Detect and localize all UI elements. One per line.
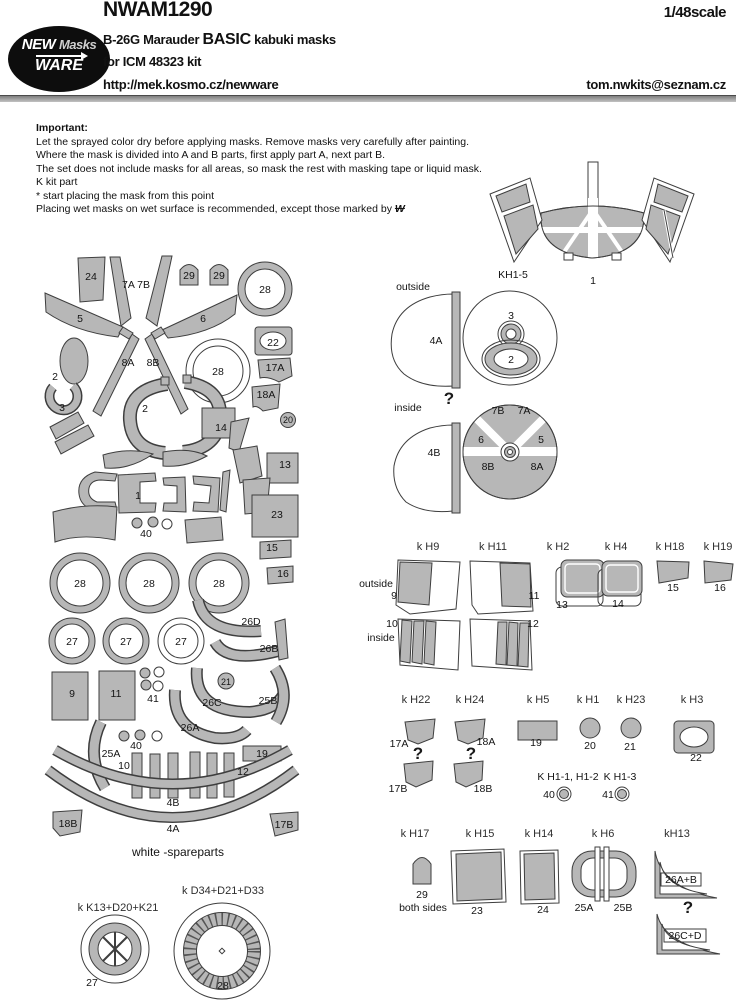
title-suffix: kabuki masks — [250, 32, 336, 47]
part-label: 5 — [538, 434, 544, 446]
newware-logo — [8, 26, 110, 92]
part-label: 13 — [279, 459, 291, 471]
part-label: 28 — [74, 578, 86, 590]
canopy-caption: KH1-5 — [498, 269, 528, 281]
kit-part-header: k H4 — [604, 541, 628, 553]
part-label: 26C+D — [668, 930, 702, 942]
part-label: 29 — [213, 270, 225, 282]
wet-question-mark: ? — [465, 744, 477, 763]
part-label: 20 — [584, 740, 596, 752]
kit-part-header: k H18 — [655, 541, 685, 553]
row1-shapes — [396, 560, 733, 670]
part-label: 25A — [101, 748, 121, 760]
part-label: 26B — [259, 643, 279, 655]
kit-label: for ICM 48323 kit — [103, 54, 202, 69]
part-label: 28 — [143, 578, 155, 590]
part-label: 18B — [58, 818, 78, 830]
part-label: 25B — [258, 695, 278, 707]
part-label: 22 — [690, 752, 702, 764]
dome-4b — [394, 423, 460, 513]
part-label: 29 — [416, 889, 428, 901]
kit-part-header: kH13 — [664, 828, 690, 840]
nose-glazing-figure — [352, 278, 592, 513]
part-label: 7A — [517, 405, 531, 417]
part-label: 40 — [130, 740, 142, 752]
part-label: 14 — [215, 422, 227, 434]
part-label: 7B — [491, 405, 505, 417]
part-label: 8B — [481, 461, 495, 473]
part-label: 17A — [389, 738, 409, 750]
part-label: 4A — [429, 335, 443, 347]
part-label: 9 — [391, 590, 397, 602]
kit-part-header: k K13+D20+K21 — [77, 902, 159, 914]
product-title — [103, 31, 336, 49]
important-notes — [36, 122, 506, 217]
important-line — [36, 203, 506, 217]
title-plane: B-26G Marauder — [103, 32, 203, 47]
part-label: 6 — [478, 434, 484, 446]
part-label: 20 — [282, 415, 294, 425]
arrow-icon — [36, 55, 82, 57]
kh-row1 — [352, 535, 736, 680]
important-line: * start placing the mask from this point — [36, 189, 214, 202]
kit-part-header: k H2 — [546, 541, 570, 553]
important-line: Let the sprayed color dry before applying masks. Remove masks very carefully after painting. — [36, 135, 470, 148]
part-label: 12 — [527, 618, 539, 630]
logo-masks: Masks — [58, 37, 97, 52]
part-label: 8B — [146, 357, 160, 369]
inside-label: inside — [367, 632, 395, 644]
wet-question-mark: ? — [682, 898, 694, 917]
part-label: 13 — [556, 599, 568, 611]
canopy-part-number: 1 — [590, 275, 596, 287]
outside-label: outside — [396, 281, 430, 293]
part-label: 9 — [69, 688, 75, 700]
part-label: 16 — [714, 582, 726, 594]
wheel-27 — [81, 915, 149, 983]
kit-part-header: k H1 — [576, 694, 600, 706]
part-label: 4B — [166, 797, 180, 809]
kit-part-header: k H11 — [479, 541, 507, 553]
important-line: K kit part — [36, 176, 78, 188]
kit-part-header: k H3 — [680, 694, 704, 706]
part-label: 26A+B — [665, 874, 697, 886]
part-label: 18B — [473, 783, 493, 795]
part-label: 24 — [85, 271, 97, 283]
part-label: 19 — [530, 737, 542, 749]
part-label: 7A 7B — [121, 279, 151, 291]
part-label: 3 — [59, 402, 65, 414]
part-label: 25B — [613, 902, 633, 914]
canopy-shapes — [490, 162, 694, 262]
part-label: 10 — [118, 760, 130, 772]
part-label: 11 — [528, 590, 540, 602]
scale-label: 1/48scale — [663, 4, 726, 21]
part-label: 2 — [508, 354, 514, 366]
contact-email: tom.nwkits@seznam.cz — [586, 77, 726, 92]
outside-label: outside — [359, 578, 393, 590]
part-label: 15 — [667, 582, 679, 594]
important-heading: Important: — [36, 122, 88, 134]
header-divider — [0, 95, 736, 102]
part-label: 14 — [612, 598, 624, 610]
mask-sheet — [35, 250, 315, 865]
kit-part-header: k H6 — [591, 828, 615, 840]
important-line: The set does not include masks for all areas, so mask the rest with masking tape or liquid mask. — [36, 162, 482, 175]
website-url: http://mek.kosmo.cz/newware — [103, 77, 279, 92]
part-label: 12 — [237, 766, 249, 778]
part-label: 27 — [120, 636, 132, 648]
part-label: 17A — [265, 362, 285, 374]
title-basic: BASIC — [202, 31, 251, 48]
kit-part-header: k H22 — [401, 694, 431, 706]
part-label: 25A — [574, 902, 594, 914]
spareparts-note: white -spareparts — [131, 845, 225, 859]
part-label: 18A — [256, 389, 276, 401]
part-label: 3 — [508, 310, 514, 322]
part-label: 23 — [271, 509, 283, 521]
part-label: 27 — [86, 977, 98, 989]
kit-part-header: k H19 — [703, 541, 733, 553]
part-label: 1 — [135, 490, 141, 502]
row2-shapes — [404, 718, 714, 801]
no-wet-icon: W — [394, 203, 405, 215]
wheel-figures — [40, 878, 340, 1000]
kit-part-header: k D34+D21+D33 — [182, 885, 264, 897]
kit-part-header: k H5 — [526, 694, 550, 706]
kit-part-header: k H14 — [524, 828, 554, 840]
logo-line1 — [8, 38, 110, 52]
kit-part-header: K H1-3 — [603, 771, 637, 783]
kit-part-header: k H15 — [465, 828, 495, 840]
part-label: 19 — [256, 748, 268, 760]
part-label: 18A — [476, 736, 496, 748]
kit-part-header: K H1-1, H1-2 — [537, 771, 599, 783]
important-line: Where the mask is divided into A and B parts, first apply part A, next part B. — [36, 149, 386, 161]
part-label: 26C — [202, 697, 222, 709]
part-label: 17B — [388, 783, 408, 795]
part-label: 28 — [217, 980, 229, 992]
canopy-figure — [478, 158, 736, 290]
inside-label: inside — [394, 402, 422, 414]
part-label: 16 — [277, 568, 289, 580]
part-label: 26D — [241, 616, 261, 628]
kit-part-header: k H24 — [455, 694, 485, 706]
part-label: 24 — [537, 904, 549, 916]
part-label: 8A — [121, 357, 135, 369]
part-label: 2 — [52, 371, 58, 383]
part-label: 28 — [213, 578, 225, 590]
part-label: 4B — [427, 447, 441, 459]
kit-part-header: k H9 — [416, 541, 440, 553]
part-label: 2 — [142, 403, 148, 415]
part-label: 28 — [212, 366, 224, 378]
part-label: 23 — [471, 905, 483, 917]
nose-outside-circle — [463, 291, 557, 385]
part-label: 8A — [530, 461, 544, 473]
product-code: NWAM1290 — [103, 0, 213, 21]
part-label: 26A — [180, 722, 200, 734]
part-label: 27 — [66, 636, 78, 648]
kit-part-header: k H17 — [400, 828, 430, 840]
kit-part-header: k H23 — [616, 694, 646, 706]
part-label: 5 — [77, 313, 83, 325]
part-label: 15 — [266, 542, 278, 554]
part-label: 21 — [624, 741, 636, 753]
part-label: 6 — [200, 313, 206, 325]
part-label: 4A — [166, 823, 180, 835]
part-label: 21 — [220, 677, 232, 687]
part-label: 11 — [110, 688, 122, 700]
wet-question-mark: ? — [412, 744, 424, 763]
part-label: 17B — [274, 819, 294, 831]
logo-new: NEW — [21, 36, 56, 53]
important-line-text: Placing wet masks on wet surface is recommended, except those marked by — [36, 203, 392, 215]
part-label: 41 — [602, 789, 614, 801]
dome-4a — [391, 292, 460, 388]
nose-inside-circle — [463, 405, 557, 499]
part-label: 10 — [386, 618, 398, 630]
kh-row2 — [352, 678, 736, 808]
logo-ware: WARE — [35, 57, 83, 74]
part-label: 40 — [543, 789, 555, 801]
wet-question-mark: ? — [443, 389, 455, 408]
part-label: 22 — [267, 337, 279, 349]
part-label: 28 — [259, 284, 271, 296]
part-label: 27 — [175, 636, 187, 648]
kh-row3 — [352, 818, 736, 978]
part-label: 41 — [147, 693, 159, 705]
part-label: 40 — [140, 528, 152, 540]
part-label: 29 — [183, 270, 195, 282]
both-sides-note: both sides — [399, 902, 447, 914]
